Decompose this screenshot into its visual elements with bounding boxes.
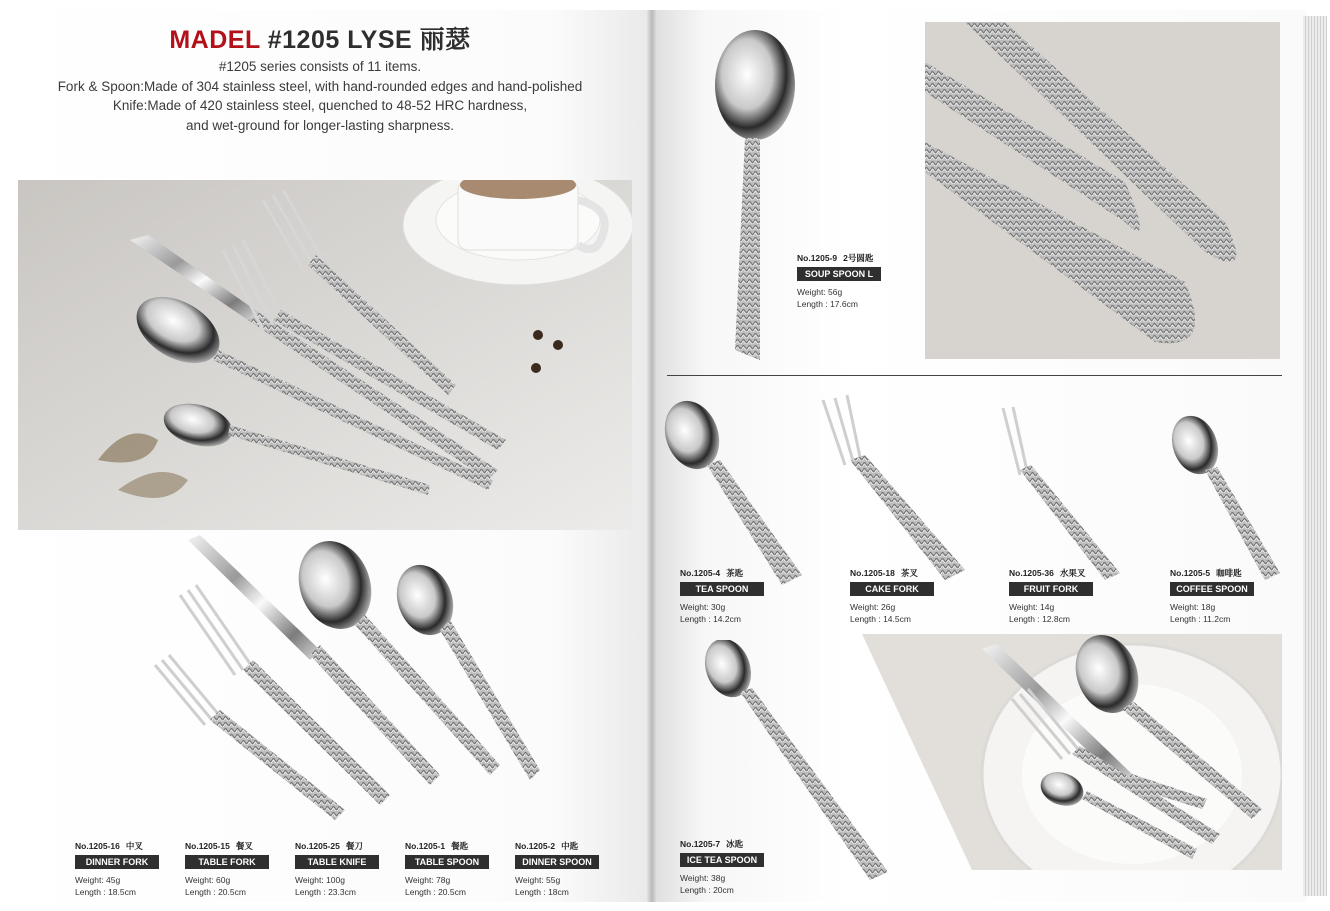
product-weight: Weight: 26g [850, 602, 896, 612]
product-code: No.1205-1 [405, 841, 446, 851]
product-code: No.1205-9 [797, 253, 838, 263]
product-chinese-name: 餐叉 [235, 841, 253, 851]
product-chinese-name: 2号圆匙 [843, 253, 874, 263]
product-code: No.1205-7 [680, 839, 721, 849]
soup-spoon-photo [700, 20, 800, 370]
product-weight: Weight: 18g [1170, 602, 1216, 612]
product-label-dinner-fork [75, 840, 159, 898]
product-chinese-name: 中匙 [561, 841, 579, 851]
book-gutter [647, 10, 657, 902]
texture-closeup-photo [925, 22, 1280, 359]
product-name: DINNER FORK [75, 855, 159, 869]
product-length: Length : 11.2cm [1170, 614, 1231, 624]
product-chinese-name: 中叉 [125, 841, 143, 851]
tea-spoon-photo [662, 400, 807, 590]
product-code: No.1205-36 [1009, 568, 1054, 578]
intro-line: #1205 series consists of 11 items. [218, 59, 422, 74]
fruit-fork-photo [995, 405, 1125, 590]
product-name: TEA SPOON [680, 582, 764, 596]
product-length: Length : 18cm [515, 887, 569, 897]
series-title [0, 20, 640, 56]
product-label-ice-tea-spoon [680, 838, 764, 896]
intro-line: Fork & Spoon:Made of 304 stainless steel, with hand-rounded edges and hand-polished [57, 78, 583, 94]
product-name: TABLE SPOON [405, 855, 489, 869]
section-divider [667, 375, 1282, 376]
product-code: No.1205-25 [295, 841, 340, 851]
product-weight: Weight: 38g [680, 873, 726, 883]
product-length: Length : 14.5cm [850, 614, 911, 624]
series-name: #1205 LYSE 丽瑟 [267, 26, 471, 54]
product-weight: Weight: 100g [295, 875, 345, 885]
product-label-table-spoon [405, 840, 489, 898]
product-label-table-knife [295, 840, 379, 898]
product-name: ICE TEA SPOON [680, 853, 764, 867]
product-chinese-name: 茶叉 [900, 568, 918, 578]
product-name: COFFEE SPOON [1170, 582, 1254, 596]
product-weight: Weight: 78g [405, 875, 451, 885]
product-weight: Weight: 45g [75, 875, 121, 885]
product-weight: Weight: 56g [797, 287, 843, 297]
product-label-fruit-fork [1009, 567, 1093, 625]
product-name: SOUP SPOON L [797, 267, 881, 281]
product-weight: Weight: 14g [1009, 602, 1055, 612]
product-chinese-name: 冰匙 [726, 839, 744, 849]
plate-setting-photo [862, 634, 1282, 870]
product-code: No.1205-16 [75, 841, 120, 851]
product-length: Length : 17.6cm [797, 299, 858, 309]
coffee-spoon-photo [1165, 415, 1285, 590]
product-code: No.1205-4 [680, 568, 721, 578]
product-length: Length : 23.3cm [295, 887, 356, 897]
product-weight: Weight: 55g [515, 875, 561, 885]
product-name: TABLE KNIFE [295, 855, 379, 869]
product-label-table-fork [185, 840, 269, 898]
product-name: CAKE FORK [850, 582, 934, 596]
product-name: TABLE FORK [185, 855, 269, 869]
product-chinese-name: 水果叉 [1059, 568, 1086, 578]
product-length: Length : 12.8cm [1009, 614, 1070, 624]
intro-line: Knife:Made of 420 stainless steel, quenched to 48-52 HRC hardness, [112, 98, 528, 113]
cake-fork-photo [815, 395, 970, 590]
lifestyle-photo-table [18, 180, 632, 530]
product-code: No.1205-2 [515, 841, 556, 851]
product-label-tea-spoon [680, 567, 764, 625]
series-description [0, 57, 640, 135]
product-code: No.1205-15 [185, 841, 230, 851]
product-length: Length : 20.5cm [185, 887, 246, 897]
product-weight: Weight: 30g [680, 602, 726, 612]
page-edges [1303, 16, 1327, 896]
product-length: Length : 20.5cm [405, 887, 466, 897]
cutlery-set-photo [140, 535, 560, 835]
product-chinese-name: 餐刀 [345, 841, 363, 851]
product-length: Length : 20cm [680, 885, 734, 895]
product-code: No.1205-18 [850, 568, 895, 578]
product-label-coffee-spoon [1170, 567, 1254, 625]
product-name: DINNER SPOON [515, 855, 599, 869]
product-chinese-name: 茶匙 [726, 568, 744, 578]
product-length: Length : 14.2cm [680, 614, 741, 624]
product-label-cake-fork [850, 567, 934, 625]
brand-name: MADEL [169, 26, 261, 54]
product-name: FRUIT FORK [1009, 582, 1093, 596]
product-label-dinner-spoon [515, 840, 599, 898]
product-chinese-name: 咖啡匙 [1216, 568, 1242, 578]
intro-line: and wet-ground for longer-lasting sharpness. [186, 117, 454, 133]
product-weight: Weight: 60g [185, 875, 231, 885]
product-chinese-name: 餐匙 [451, 841, 469, 851]
product-code: No.1205-5 [1170, 568, 1211, 578]
product-length: Length : 18.5cm [75, 887, 136, 897]
product-label-soup-spoon [797, 252, 881, 310]
